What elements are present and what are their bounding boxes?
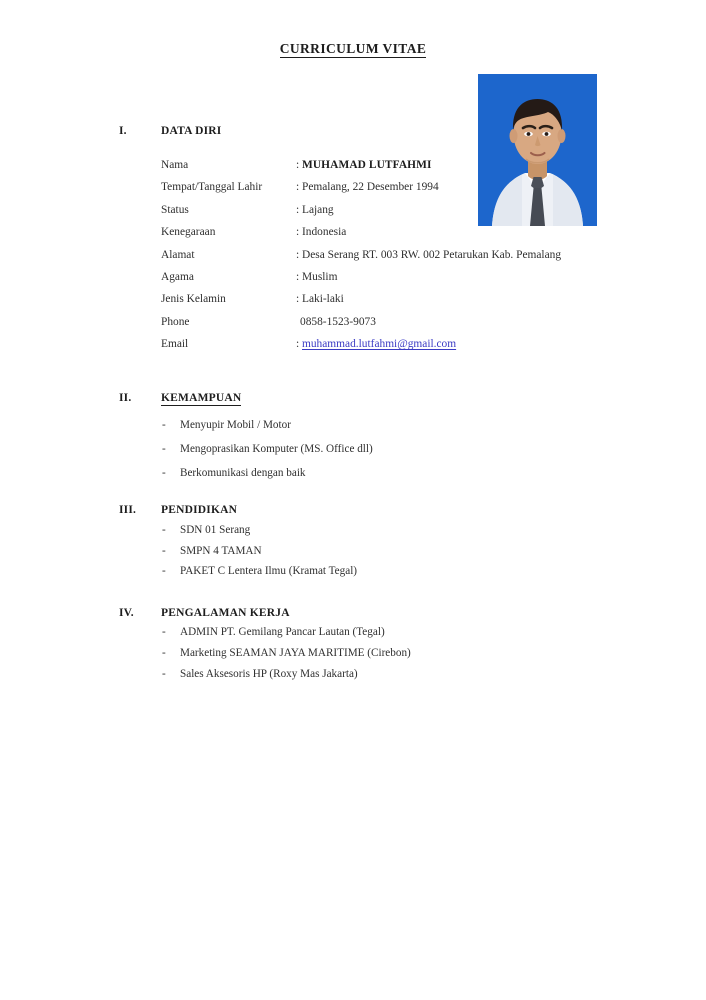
label-alamat: Alamat [161,248,195,261]
list-item-label: Berkomunikasi dengan baik [180,467,306,479]
page-title-text: CURRICULUM VITAE [279,41,427,56]
value-jenis-kelamin: Laki-laki [302,293,344,306]
data-row-agama [161,271,631,293]
label-phone: Phone [161,315,190,328]
list-item-label: Marketing SEAMAN JAYA MARITIME (Cirebon) [180,647,411,659]
list-item [162,565,622,586]
list-item-label: ADMIN PT. Gemilang Pancar Lautan (Tegal) [180,626,385,638]
data-diri-table [161,159,631,361]
list-item [162,626,622,647]
separator-alamat: : [296,248,300,261]
data-row-email [161,338,631,360]
section-heading-kemampuan [119,392,579,404]
value-agama: Muslim [302,270,338,283]
value-status: Lajang [302,203,334,216]
data-row-status [161,204,631,226]
value-nama: MUHAMAD LUTFAHMI [302,159,432,171]
section-heading-data-diri [119,125,579,137]
section-number-iv: IV. [119,607,134,619]
list-item [162,443,622,467]
list-item-label: Menyupir Mobil / Motor [180,419,291,431]
kemampuan-list [162,419,622,491]
section-title-pengalaman-kerja: PENGALAMAN KERJA [161,607,290,619]
section-number-i: I. [119,125,127,137]
list-item [162,419,622,443]
value-alamat: Desa Serang RT. 003 RW. 002 Petarukan Kab. Pemalang [302,248,562,261]
section-number-ii: II. [119,392,132,404]
separator-status: : [296,203,300,216]
list-item [162,524,622,545]
list-item [162,467,622,491]
value-phone: 0858-1523-9073 [300,315,376,328]
separator-email: : [296,338,300,351]
section-number-iii: III. [119,504,137,516]
section-heading-pendidikan [119,504,579,516]
list-item-label: PAKET C Lentera Ilmu (Kramat Tegal) [180,565,358,577]
value-kenegaraan: Indonesia [302,226,347,239]
bullet-dash-icon: - [162,419,166,431]
separator-tempat-tanggal-lahir: : [296,181,300,194]
bullet-dash-icon: - [162,565,166,577]
separator-jenis-kelamin: : [296,293,300,306]
label-kenegaraan: Kenegaraan [161,226,216,239]
value-tempat-tanggal-lahir: Pemalang, 22 Desember 1994 [302,181,439,194]
label-tempat-tanggal-lahir: Tempat/Tanggal Lahir [161,181,263,194]
separator-nama: : [296,159,300,171]
pengalaman-kerja-list [162,626,622,689]
separator-agama: : [296,270,300,283]
data-row-kenegaraan [161,226,631,248]
data-row-phone [161,316,631,338]
data-row-tempat-tanggal-lahir [161,181,631,203]
data-row-jenis-kelamin [161,293,631,315]
bullet-dash-icon: - [162,443,166,455]
list-item [162,647,622,668]
bullet-dash-icon: - [162,524,166,536]
list-item-label: SDN 01 Serang [180,524,251,536]
data-row-nama [161,159,631,181]
list-item [162,545,622,566]
section-title-data-diri: DATA DIRI [161,125,222,137]
separator-kenegaraan: : [296,226,300,239]
pendidikan-list [162,524,622,586]
list-item-label: Sales Aksesoris HP (Roxy Mas Jakarta) [180,668,358,680]
bullet-dash-icon: - [162,647,166,659]
data-row-alamat [161,249,631,271]
list-item-label: SMPN 4 TAMAN [180,544,262,557]
label-jenis-kelamin: Jenis Kelamin [161,293,226,306]
bullet-dash-icon: - [162,668,166,680]
label-status: Status [161,203,189,216]
list-item [162,668,622,689]
label-nama: Nama [161,159,189,171]
email-link[interactable]: muhammad.lutfahmi@gmail.com [302,338,457,351]
bullet-dash-icon: - [162,544,166,557]
section-title-pendidikan: PENDIDIKAN [161,504,238,516]
label-email: Email [161,338,189,351]
section-title-kemampuan: KEMAMPUAN [161,392,242,404]
list-item-label: Mengoprasikan Komputer (MS. Office dll) [180,443,373,455]
section-heading-pengalaman-kerja [119,607,579,619]
bullet-dash-icon: - [162,626,166,638]
label-agama: Agama [161,270,194,283]
page-title [0,41,706,57]
bullet-dash-icon: - [162,467,166,479]
